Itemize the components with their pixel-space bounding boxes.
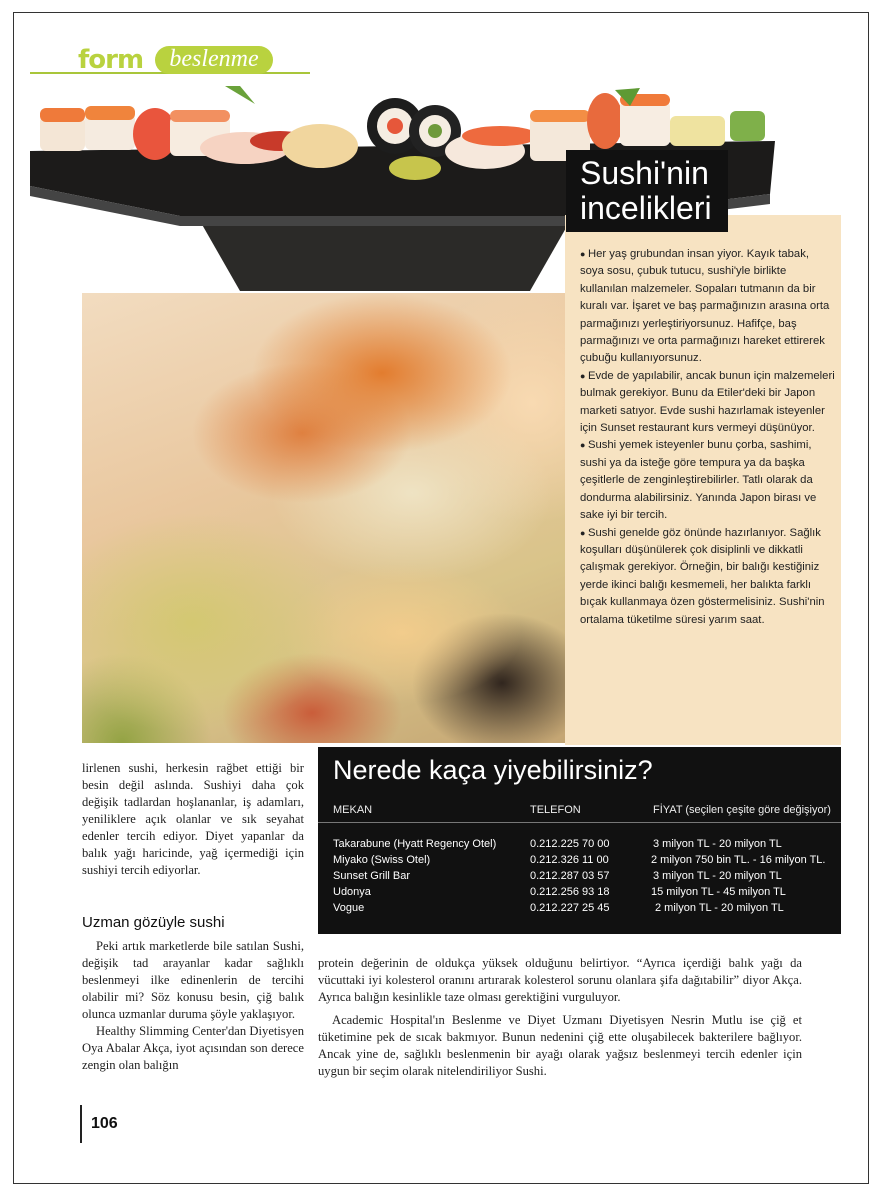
table-row — [318, 870, 841, 886]
phone-cell: 0.212.227 25 45 — [530, 902, 610, 914]
tip-paragraph: ● Evde de yapılabilir, ancak bunun için malzemeleri bulmak gerekiyor. Bunu da Etiler'deki bir Japon marketi satıyor. Evde sushi hazırlamak isteyenler için Sunset restaurant kurs vermeyi düşünüyor. — [580, 368, 835, 438]
tip-paragraph: ● Sushi yemek isteyenler bunu çorba, sashimi, sushi ya da isteğe göre tempura ya da başka çeşitlerle de zenginleştirebilirler. Tatlı olarak da dondurma alabilirsiniz. Yanında Japon birası ve sake iyi bir tercih. — [580, 437, 835, 524]
tips-text — [580, 246, 835, 629]
article-subhead: Uzman gözüyle sushi — [82, 914, 225, 931]
venue-cell: Sunset Grill Bar — [333, 870, 411, 882]
table-row — [318, 838, 841, 854]
venue-cell: Takarabune (Hyatt Regency Otel) — [333, 838, 497, 850]
price-table-title: Nerede kaça yiyebilirsiniz? — [333, 755, 653, 785]
venue-cell: Vogue — [333, 902, 365, 914]
boat-stand — [200, 221, 570, 291]
page-number-rule — [80, 1105, 82, 1143]
venue-cell: Miyako (Swiss Otel) — [333, 854, 431, 866]
article-paragraph: Peki artık marketlerde bile satılan Sushi, değişik tad arayanlar kadar sağlıklı beslenmeyi ilke edinenlerin de tercihi olabilir mi? Söz konusu besin, çiğ balık olunca uzmanlar duruma şöyle yaklaşıyor. — [82, 939, 304, 1021]
price-table-header — [318, 798, 841, 823]
tip-paragraph: ● Her yaş grubundan insan yiyor. Kayık tabak, soya sosu, çubuk tutucu, sushi'yle birlikte kullanılan malzemeler. Sopaları tutmanın da bir kuralı var. İşaret ve baş parmağınızın arasına orta parmağınızı yerleştiriyorsunuz. Hafifçe, baş parmağınızı ve orta parmağınızı hareket ettirerek çubuğu kullanıyorsunuz. — [580, 246, 835, 368]
phone-cell: 0.212.287 03 57 — [530, 870, 610, 882]
article-left-top — [82, 760, 304, 879]
table-row — [318, 854, 841, 870]
table-row — [318, 886, 841, 902]
header-phone: TELEFON — [530, 804, 581, 816]
tips-title-line1: Sushi'nin — [580, 155, 709, 191]
article-paragraph: lirlenen sushi, herkesin rağbet ettiği bir besin değil aslında. Sushiyi daha çok değişik tadlardan hoşlananlar, iş adamları, yeniliklere açık olanlar ve sık seyahat edenler tercih ediyor. Diyet yapanlar da balık yağı haricinde, yağ içermediği için sushiyi tercih ediyorlar. — [82, 761, 304, 877]
phone-cell: 0.212.326 11 00 — [530, 854, 609, 866]
header-price: FİYAT (seçilen çeşite göre değişiyor) — [653, 804, 831, 816]
article-paragraph: protein değerinin de oldukça yüksek olduğunu belirtiyor. “Ayrıca içerdiği balık yağı da vücuttaki iyi kolesterol oranını artırarak kolesterol sorunu olanlara şifa dağıtabilir” diyor Akça. Ayrıca balığın kesinlikle taze olması gerektiğini vurguluyor. — [318, 956, 802, 1004]
price-cell: 15 milyon TL - 45 milyon TL — [651, 886, 786, 898]
article-right — [318, 955, 802, 1080]
tips-title — [566, 150, 728, 232]
article-paragraph: Academic Hospital'ın Beslenme ve Diyet Uzmanı Diyetisyen Nesrin Mutlu ise çiğ et tüketimine pek de sıcak bakmıyor. Bunun nedenini çiğ ette oluşabilecek bakterilere bağlıyor. Ancak yine de, sağlıklı beslenmenin bir ayağı olarak yağsız beslenmeyi tercih edenler için uygun bir seçim olarak nitelendiriliyor Sushi. — [318, 1013, 802, 1078]
header-venue: MEKAN — [333, 804, 373, 816]
phone-cell: 0.212.256 93 18 — [530, 886, 610, 898]
price-cell: 2 milyon TL - 20 milyon TL — [655, 902, 784, 914]
tip-paragraph: ● Sushi genelde göz önünde hazırlanıyor. Sağlık koşulları düşünülerek çok disiplinli ve dikkatli çalışmak gerekiyor. Örneğin, bir balığı kestiğiniz yerde ikinci balığı kesmemeli, her balıkta farklı bıçak kullanmaya özen göstermelisiniz. Sushi'nin ortalama tüketilme süresi yarım saat. — [580, 525, 835, 629]
article-left-bottom — [82, 938, 304, 1074]
tips-title-line2: incelikleri — [580, 190, 712, 226]
price-cell: 3 milyon TL - 20 milyon TL — [653, 838, 782, 850]
price-cell: 2 milyon 750 bin TL. - 16 milyon TL. — [651, 854, 826, 866]
table-row — [318, 902, 841, 918]
section-topic-badge: beslenme — [155, 46, 273, 74]
article-paragraph: Healthy Slimming Center'dan Diyetisyen Oya Abalar Akça, iyot açısından son derece zengin olan balığın — [82, 1024, 304, 1072]
section-label: form — [78, 45, 144, 75]
price-cell: 3 milyon TL - 20 milyon TL — [653, 870, 782, 882]
page-number: 106 — [91, 1115, 118, 1132]
phone-cell: 0.212.225 70 00 — [530, 838, 610, 850]
price-table — [318, 747, 841, 934]
sushi-closeup-photo — [82, 293, 566, 743]
venue-cell: Udonya — [333, 886, 371, 898]
